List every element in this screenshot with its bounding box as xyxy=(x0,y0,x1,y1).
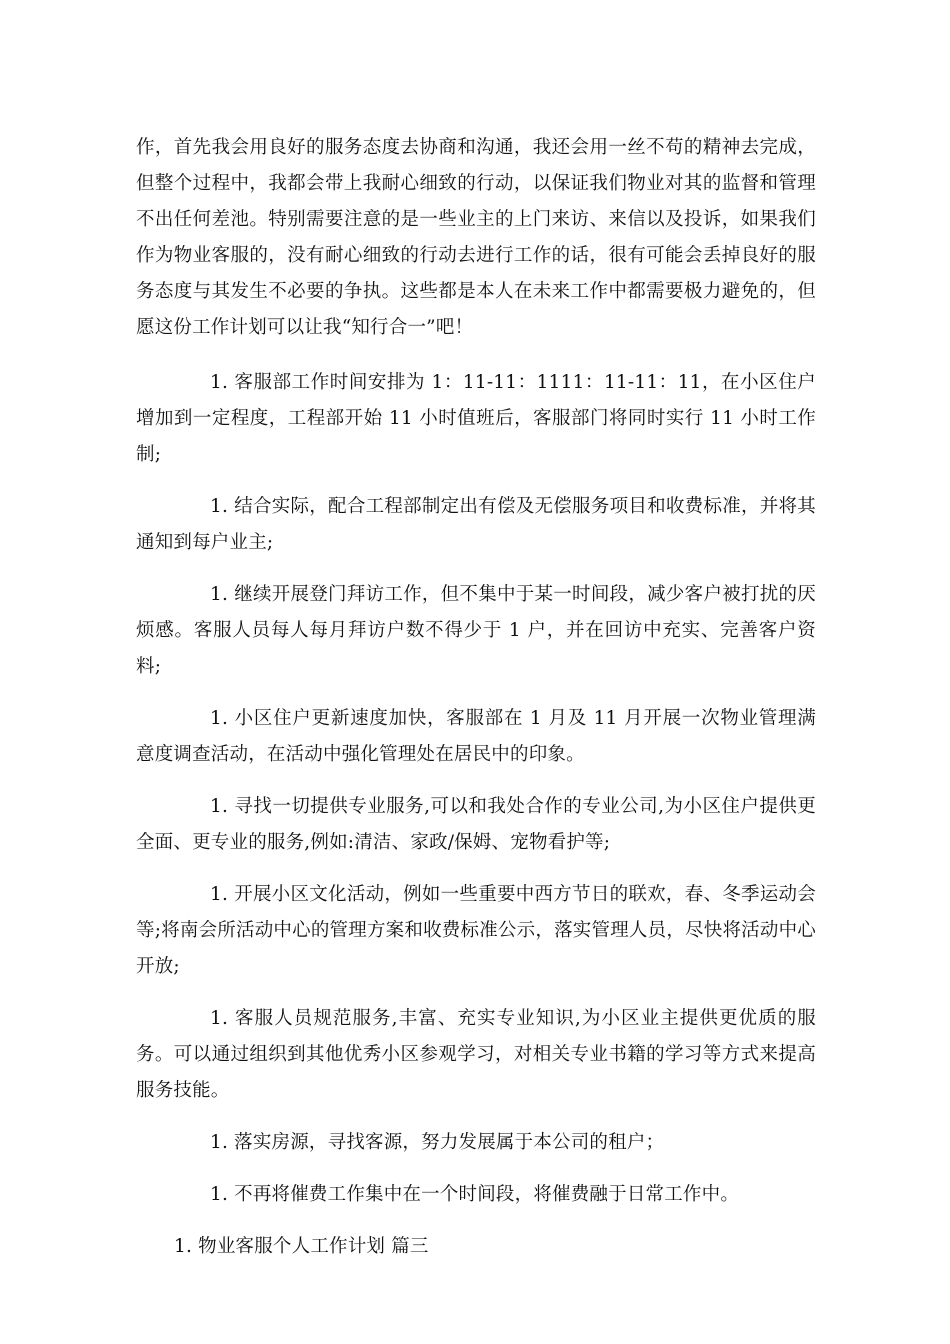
list-item-satisfaction-survey: 1. 小区住户更新速度加快，客服部在 1 月及 11 月开展一次物业管理满意度调查活动，在活动中强化管理处在居民中的印象。 xyxy=(136,708,816,765)
section-heading: 1. 物业客服个人工作计划 篇三 xyxy=(174,1236,429,1257)
intro-paragraph: 作，首先我会用良好的服务态度去协商和沟通，我还会用一丝不苟的精神去完成，但整个过程中，我都会带上我耐心细致的行动，以保证我们物业对其的监督和管理不出任何差池。特别需要注意的是一些业主的上门来访、来信以及投诉，如果我们作为物业客服的，没有耐心细致的行动去进行工作的话，很有可能会丢掉良好的服务态度与其发生不必要的争执。这些都是本人在未来工作中都需要极力避免的，但愿这份工作计划可以让我“知行合一”吧！ xyxy=(136,137,816,338)
list-item-cultural-activities: 1. 开展小区文化活动，例如一些重要中西方节日的联欢，春、冬季运动会等;将南会所活动中心的管理方案和收费标准公示，落实管理人员，尽快将活动中心开放; xyxy=(136,884,816,977)
list-item-work-hours: 1. 客服部工作时间安排为 1：11-11：1111：11-11：11，在小区住户增加到一定程度，工程部开始 11 小时值班后，客服部门将同时实行 11 小时工作制; xyxy=(136,372,816,465)
list-item-housing-sources: 1. 落实房源，寻找客源，努力发展属于本公司的租户； xyxy=(210,1132,665,1153)
document-body xyxy=(136,130,816,1265)
list-item-service-fees: 1. 结合实际，配合工程部制定出有偿及无偿服务项目和收费标准，并将其通知到每户业主; xyxy=(136,496,816,553)
list-item-service-training: 1. 客服人员规范服务,丰富、充实专业知识,为小区业主提供更优质的服务。可以通过组织到其他优秀小区参观学习，对相关专业书籍的学习等方式来提高服务技能。 xyxy=(136,1008,816,1101)
list-item-partner-companies: 1. 寻找一切提供专业服务,可以和我处合作的专业公司,为小区住户提供更全面、更专业的服务,例如:清洁、家政/保姆、宠物看护等; xyxy=(136,796,816,853)
list-item-home-visits: 1. 继续开展登门拜访工作，但不集中于某一时间段，减少客户被打扰的厌烦感。客服人员每人每月拜访户数不得少于 1 户，并在回访中充实、完善客户资料; xyxy=(136,584,816,677)
list-item-fee-collection: 1. 不再将催费工作集中在一个时间段，将催费融于日常工作中。 xyxy=(210,1184,740,1205)
